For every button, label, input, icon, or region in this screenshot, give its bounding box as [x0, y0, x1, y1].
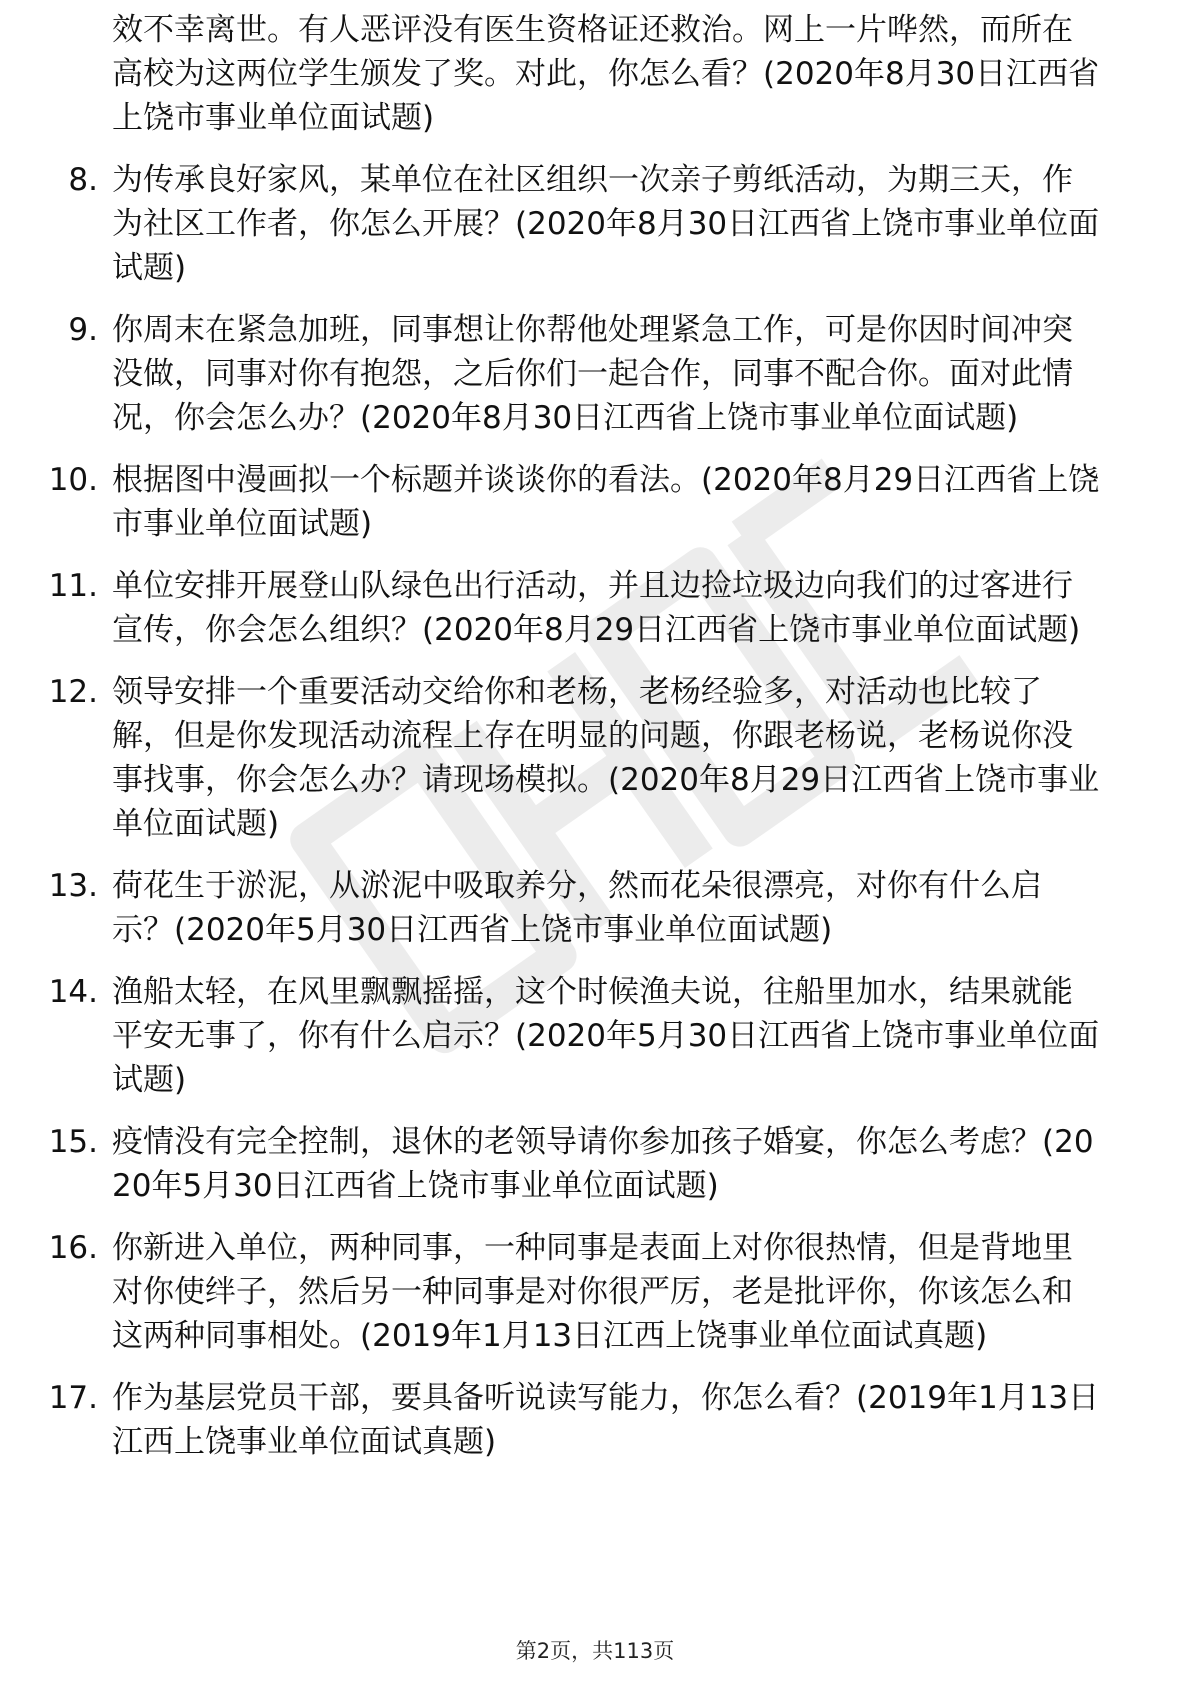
item-text: 领导安排一个重要活动交给你和老杨，老杨经验多，对活动也比较了解，但是你发现活动流程上存在明显的问题，你跟老杨说，老杨说你没事找事，你会怎么办？请现场模拟。(2020年8月29日江西省上饶市事业单位面试题): [112, 674, 1100, 842]
list-item: [0, 1120, 1190, 1208]
list-item: [0, 564, 1190, 652]
item-text: 荷花生于淤泥，从淤泥中吸取养分，然而花朵很漂亮，对你有什么启示？(2020年5月30日江西省上饶市事业单位面试题): [112, 868, 1042, 948]
item-number: 17.: [48, 1380, 98, 1416]
item-text: 渔船太轻，在风里飘飘摇摇，这个时候渔夫说，往船里加水，结果就能平安无事了，你有什么启示？(2020年5月30日江西省上饶市事业单位面试题): [112, 974, 1100, 1098]
list-item: [0, 308, 1190, 440]
list-item: [0, 458, 1190, 546]
item-text: 效不幸离世。有人恶评没有医生资格证还救治。网上一片哗然，而所在高校为这两位学生颁发了奖。对此，你怎么看？(2020年8月30日江西省上饶市事业单位面试题): [112, 12, 1100, 136]
item-number: 9.: [68, 312, 98, 348]
list-item: [0, 1376, 1190, 1464]
item-text: 单位安排开展登山队绿色出行活动，并且边捡垃圾边向我们的过客进行宣传，你会怎么组织？(2020年8月29日江西省上饶市事业单位面试题): [112, 568, 1081, 648]
list-item: [0, 1226, 1190, 1358]
list-item: [0, 158, 1190, 290]
page-footer: 第2页，共113页: [515, 1639, 675, 1663]
list-item: [0, 970, 1190, 1102]
item-number: 14.: [48, 974, 98, 1010]
item-number: 12.: [48, 674, 98, 710]
question-list: [0, 8, 1190, 1482]
item-number: 11.: [48, 568, 98, 604]
item-text: 作为基层党员干部，要具备听说读写能力，你怎么看？(2019年1月13日江西上饶事业单位面试真题): [112, 1380, 1100, 1460]
item-text: 根据图中漫画拟一个标题并谈谈你的看法。(2020年8月29日江西省上饶市事业单位面试题): [112, 462, 1100, 542]
item-text: 疫情没有完全控制，退休的老领导请你参加孩子婚宴，你怎么考虑？(2020年5月30日江西省上饶市事业单位面试题): [112, 1124, 1094, 1204]
list-item: [0, 670, 1190, 846]
list-item: [0, 8, 1190, 140]
item-number: 10.: [48, 462, 98, 498]
item-number: 16.: [48, 1230, 98, 1266]
list-item: [0, 864, 1190, 952]
item-number: 8.: [68, 162, 98, 198]
item-text: 你周末在紧急加班，同事想让你帮他处理紧急工作，可是你因时间冲突没做，同事对你有抱怨，之后你们一起合作，同事不配合你。面对此情况，你会怎么办？(2020年8月30日江西省上饶市事业单位面试题): [112, 312, 1073, 436]
item-number: 13.: [48, 868, 98, 904]
item-text: 你新进入单位，两种同事，一种同事是表面上对你很热情，但是背地里对你使绊子，然后另一种同事是对你很严厉，老是批评你，你该怎么和这两种同事相处。(2019年1月13日江西上饶事业单位面试真题): [112, 1230, 1073, 1354]
item-number: 15.: [48, 1124, 98, 1160]
item-text: 为传承良好家风，某单位在社区组织一次亲子剪纸活动，为期三天，作为社区工作者，你怎么开展？(2020年8月30日江西省上饶市事业单位面试题): [112, 162, 1100, 286]
